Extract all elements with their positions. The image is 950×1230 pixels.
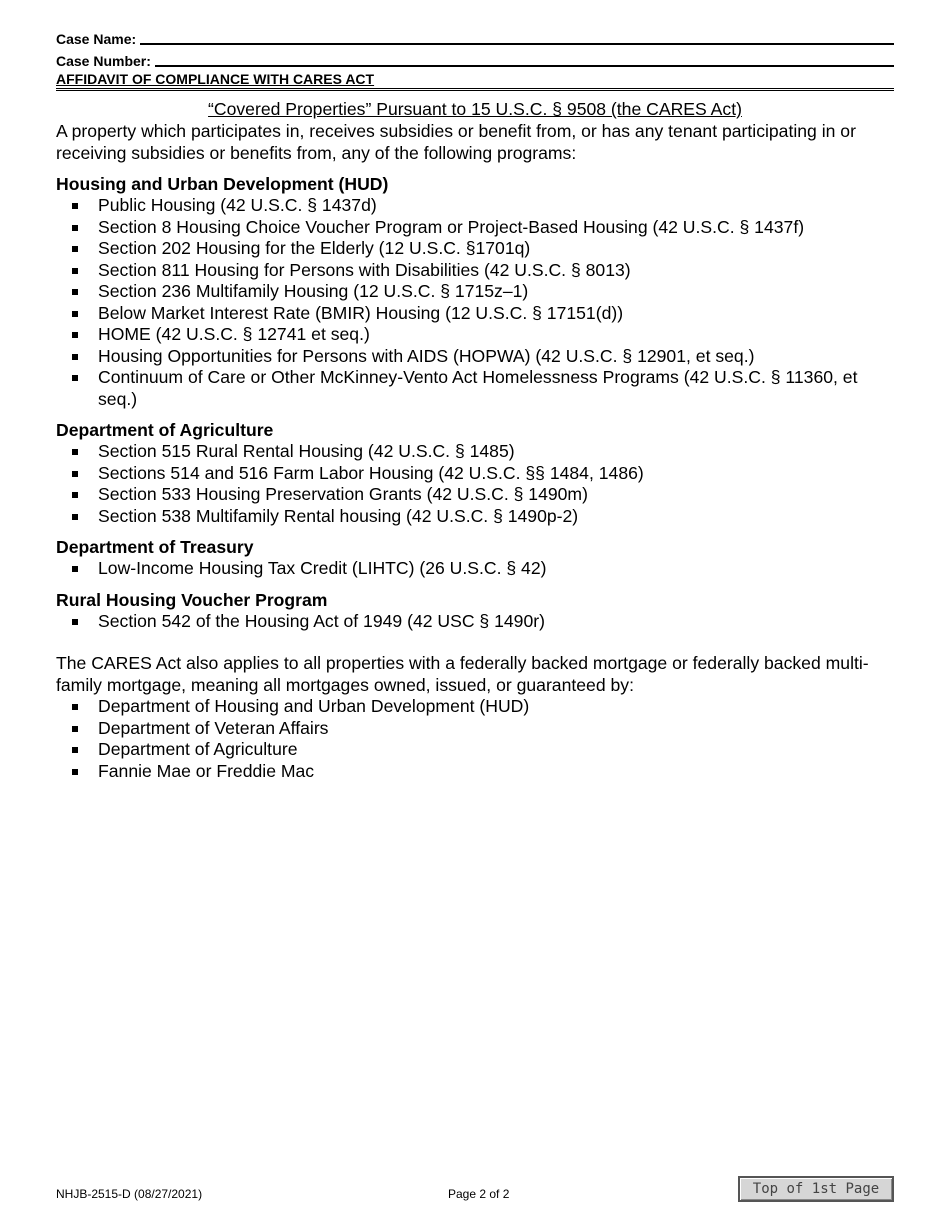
mortgage-intro: The CARES Act also applies to all properties with a federally backed mortgage or federally backed multi-family mortgage, meaning all mortgages owned, issued, or guaranteed by: [56,653,869,695]
list-item: HOME (42 U.S.C. § 12741 et seq.) [56,324,894,346]
group-heading-agriculture: Department of Agriculture [56,420,274,440]
list-item: Department of Agriculture [56,739,894,761]
list-item: Section 8 Housing Choice Voucher Program or Project-Based Housing (42 U.S.C. § 1437f) [56,217,894,239]
program-groups [56,173,894,632]
list-item: Department of Veteran Affairs [56,718,894,740]
list-item: Section 515 Rural Rental Housing (42 U.S.C. § 1485) [56,441,894,463]
list-item: Section 811 Housing for Persons with Disabilities (42 U.S.C. § 8013) [56,260,894,282]
rural-voucher-program-list [56,611,894,633]
spacer [56,632,894,652]
list-item: Section 236 Multifamily Housing (12 U.S.C. § 1715z–1) [56,281,894,303]
list-item: Section 533 Housing Preservation Grants (42 U.S.C. § 1490m) [56,484,894,506]
covered-properties-heading: “Covered Properties” Pursuant to 15 U.S.C. § 9508 (the CARES Act) [208,99,742,119]
covered-properties-intro: A property which participates in, receives subsidies or benefit from, or has any tenant participating in or receiving subsidies or benefits from, any of the following programs: [56,121,856,163]
group-heading-rural-voucher: Rural Housing Voucher Program [56,589,328,610]
list-item: Below Market Interest Rate (BMIR) Housing (12 U.S.C. § 17151(d)) [56,303,894,325]
treasury-program-list [56,558,894,580]
list-item: Section 538 Multifamily Rental housing (42 U.S.C. § 1490p-2) [56,506,894,528]
case-number-row [56,48,894,70]
affidavit-title-text: AFFIDAVIT OF COMPLIANCE WITH CARES ACT [56,71,375,87]
list-item: Section 202 Housing for the Elderly (12 U.S.C. §1701q) [56,238,894,260]
case-name-row [56,26,894,48]
case-name-field[interactable] [140,27,894,45]
list-item: Continuum of Care or Other McKinney-Vento Act Homelessness Programs (42 U.S.C. § 11360, et seq.) [56,367,894,410]
case-number-label: Case Number: [56,53,151,69]
case-number-field[interactable] [155,49,894,67]
list-item: Sections 514 and 516 Farm Labor Housing (42 U.S.C. §§ 1484, 1486) [56,463,894,485]
group-heading-hud: Housing and Urban Development (HUD) [56,174,389,194]
list-item: Housing Opportunities for Persons with AIDS (HOPWA) (42 U.S.C. § 12901, et seq.) [56,346,894,368]
group-heading-treasury: Department of Treasury [56,537,254,557]
agriculture-program-list [56,441,894,527]
hud-program-list [56,195,894,410]
list-item: Public Housing (42 U.S.C. § 1437d) [56,195,894,217]
list-item: Section 542 of the Housing Act of 1949 (42 USC § 1490r) [56,611,894,633]
document-page [56,26,894,782]
list-item: Fannie Mae or Freddie Mac [56,761,894,783]
top-of-first-page-button[interactable]: Top of 1st Page [738,1176,894,1202]
form-id: NHJB-2515-D (08/27/2021) [56,1187,203,1201]
list-item: Department of Housing and Urban Development (HUD) [56,696,894,718]
page-number: Page 2 of 2 [448,1187,510,1201]
affidavit-title [56,71,894,91]
list-item: Low-Income Housing Tax Credit (LIHTC) (26 U.S.C. § 42) [56,558,894,580]
case-name-label: Case Name: [56,31,137,47]
page-footer [56,1176,894,1206]
mortgage-guarantor-list [56,696,894,782]
